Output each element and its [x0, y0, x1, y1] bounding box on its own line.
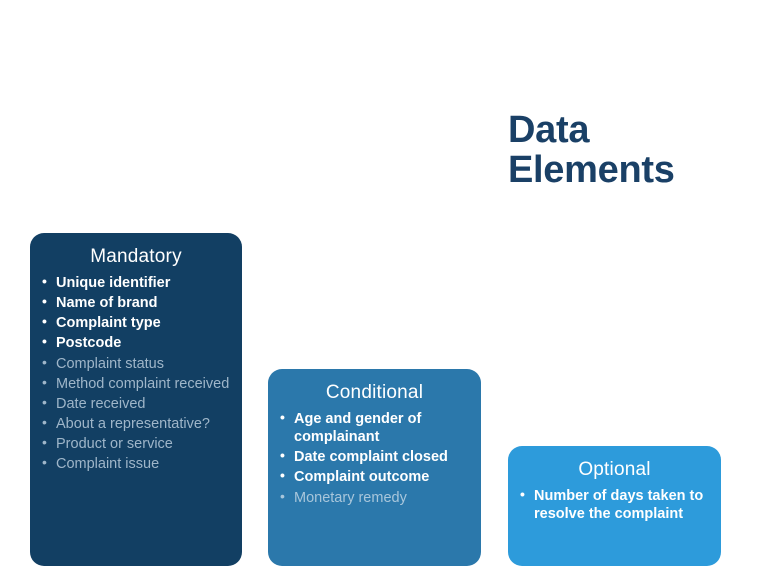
card-mandatory-list	[30, 274, 242, 473]
list-item: • Unique identifier	[42, 274, 232, 292]
list-item: • Method complaint received	[42, 375, 232, 393]
card-conditional-list	[268, 410, 481, 507]
list-item: • Date complaint closed	[280, 448, 471, 466]
card-mandatory	[30, 233, 242, 566]
list-item: • Complaint outcome	[280, 468, 471, 486]
card-optional-list	[508, 487, 721, 523]
list-item: • Complaint type	[42, 314, 232, 332]
card-conditional	[268, 369, 481, 566]
list-item: • Complaint status	[42, 355, 232, 373]
list-item: • Number of days taken to resolve the complaint	[520, 487, 711, 523]
card-optional	[508, 446, 721, 566]
list-item: • About a representative?	[42, 415, 232, 433]
list-item: • Monetary remedy	[280, 489, 471, 507]
card-optional-heading: Optional	[578, 459, 651, 480]
page-title-line-1: Data	[508, 109, 590, 151]
list-item: • Product or service	[42, 435, 232, 453]
card-conditional-heading: Conditional	[325, 382, 424, 403]
page-title	[508, 110, 758, 191]
list-item: • Date received	[42, 395, 232, 413]
list-item: • Complaint issue	[42, 455, 232, 473]
list-item: • Name of brand	[42, 294, 232, 312]
list-item: • Postcode	[42, 334, 232, 352]
list-item: • Age and gender of complainant	[280, 410, 471, 446]
page-title-line-2: Elements	[508, 149, 675, 192]
card-mandatory-heading: Mandatory	[90, 246, 182, 267]
